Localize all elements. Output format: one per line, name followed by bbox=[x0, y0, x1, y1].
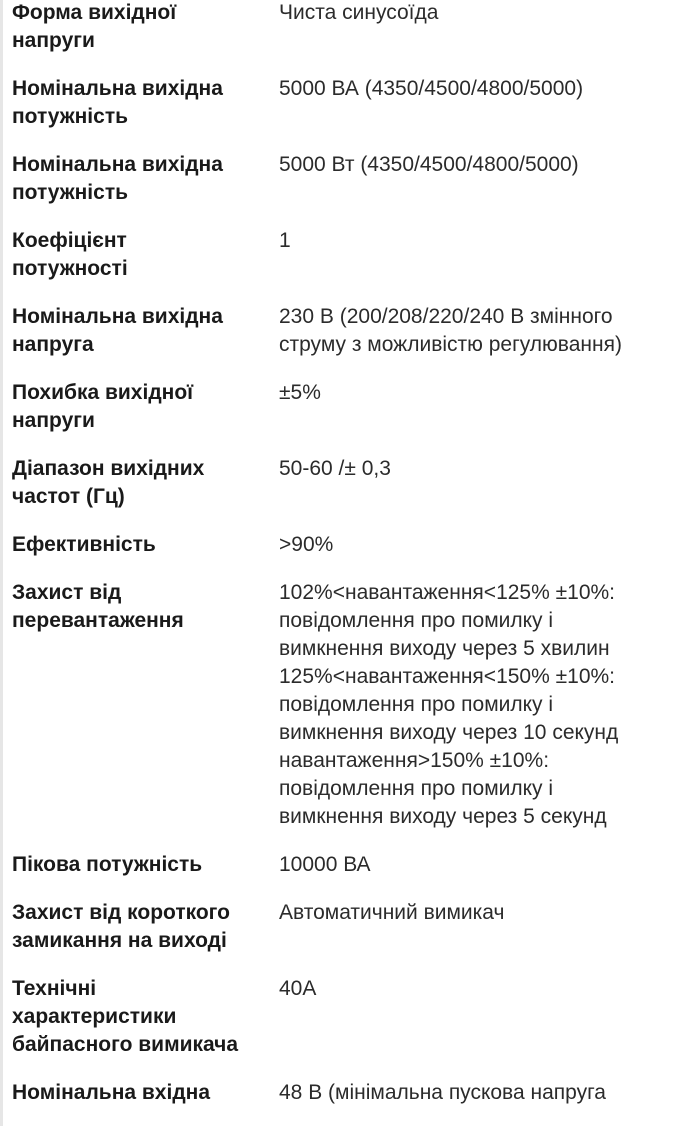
spec-value bbox=[279, 899, 684, 927]
spec-value-line: 5000 ВА (4350/4500/4800/5000) bbox=[279, 77, 584, 100]
spec-label-line: потужність bbox=[12, 105, 129, 128]
spec-label bbox=[12, 1079, 279, 1107]
spec-value bbox=[279, 151, 684, 179]
spec-value-line: вимкнення виходу через 10 секунд bbox=[279, 721, 619, 744]
spec-value-line: повідомлення про помилку і bbox=[279, 609, 554, 632]
spec-row bbox=[12, 0, 684, 75]
spec-label-line: потужність bbox=[12, 181, 129, 204]
spec-value-line: 50-60 /± 0,3 bbox=[279, 457, 391, 480]
spec-row bbox=[12, 303, 684, 379]
spec-value-line: >90% bbox=[279, 533, 334, 556]
spec-label-line: байпасного вимикача bbox=[12, 1033, 239, 1056]
spec-label bbox=[12, 0, 279, 55]
spec-label-line: Номінальна вихідна bbox=[12, 77, 223, 100]
spec-row bbox=[12, 75, 684, 151]
spec-value bbox=[279, 579, 684, 831]
spec-value-line: повідомлення про помилку і bbox=[279, 777, 554, 800]
spec-label-line: напруги bbox=[12, 29, 95, 52]
spec-value bbox=[279, 975, 684, 1003]
spec-label bbox=[12, 531, 279, 559]
spec-label bbox=[12, 75, 279, 131]
spec-row bbox=[12, 1079, 684, 1126]
spec-label-line: напруга bbox=[12, 333, 94, 356]
spec-label-line: напруги bbox=[12, 409, 95, 432]
spec-value-line: 102%<навантаження<125% ±10%: bbox=[279, 581, 615, 604]
spec-value bbox=[279, 455, 684, 483]
spec-label-line: Номінальна вихідна bbox=[12, 153, 223, 176]
spec-label-line: Номінальна вхідна bbox=[12, 1081, 211, 1104]
spec-label bbox=[12, 975, 279, 1059]
spec-value-line: 125%<навантаження<150% ±10%: bbox=[279, 665, 615, 688]
spec-label-line: перевантаження bbox=[12, 609, 184, 632]
left-border-rule bbox=[0, 0, 3, 1126]
spec-label-line: Форма вихідної bbox=[12, 1, 177, 24]
spec-row bbox=[12, 379, 684, 455]
spec-row bbox=[12, 579, 684, 851]
spec-label-line: Пікова потужність bbox=[12, 853, 203, 876]
spec-row bbox=[12, 975, 684, 1079]
spec-label bbox=[12, 151, 279, 207]
spec-label-line: Номінальна вихідна bbox=[12, 305, 223, 328]
spec-label bbox=[12, 227, 279, 283]
spec-label-line: частот (Гц) bbox=[12, 485, 125, 508]
spec-label-line: Технічні bbox=[12, 977, 97, 1000]
spec-row bbox=[12, 455, 684, 531]
spec-value-line: вимкнення виходу через 5 хвилин bbox=[279, 637, 610, 660]
spec-value-line: 48 В (мінімальна пускова напруга bbox=[279, 1081, 606, 1104]
spec-value-line: ±5% bbox=[279, 381, 321, 404]
spec-value-line: 5000 Вт (4350/4500/4800/5000) bbox=[279, 153, 579, 176]
spec-value-line: струму з можливістю регулювання) bbox=[279, 333, 622, 356]
spec-label-line: замикання на виході bbox=[12, 929, 227, 952]
spec-label bbox=[12, 379, 279, 435]
spec-value bbox=[279, 0, 684, 27]
spec-label-line: характеристики bbox=[12, 1005, 177, 1028]
spec-value-line: вимкнення виходу через 5 секунд bbox=[279, 805, 607, 828]
spec-row bbox=[12, 227, 684, 303]
spec-label-line: Діапазон вихідних bbox=[12, 457, 205, 480]
spec-value bbox=[279, 227, 684, 255]
spec-value-line: 10000 ВА bbox=[279, 853, 371, 876]
spec-label bbox=[12, 899, 279, 955]
spec-label bbox=[12, 455, 279, 511]
spec-value-line: навантаження>150% ±10%: bbox=[279, 749, 550, 772]
spec-value bbox=[279, 75, 684, 103]
spec-row bbox=[12, 151, 684, 227]
spec-row bbox=[12, 531, 684, 579]
spec-table bbox=[12, 0, 684, 1126]
spec-value-line: повідомлення про помилку і bbox=[279, 693, 554, 716]
spec-label-line: Похибка вихідної bbox=[12, 381, 194, 404]
spec-row bbox=[12, 851, 684, 899]
spec-label bbox=[12, 851, 279, 879]
spec-value-line: 230 В (200/208/220/240 В змінного bbox=[279, 305, 613, 328]
spec-label-line: Захист від короткого bbox=[12, 901, 230, 924]
spec-value-line: Автоматичний вимикач bbox=[279, 901, 505, 924]
spec-value bbox=[279, 1079, 684, 1107]
spec-label-line: Ефективність bbox=[12, 533, 156, 556]
spec-label-line: Захист від bbox=[12, 581, 122, 604]
spec-value-line: 1 bbox=[279, 229, 291, 252]
spec-value-line: Чиста синусоїда bbox=[279, 1, 439, 24]
spec-label-line: Коефіцієнт bbox=[12, 229, 127, 252]
spec-value-line: 40А bbox=[279, 977, 317, 1000]
spec-value bbox=[279, 851, 684, 879]
spec-label-line: потужності bbox=[12, 257, 128, 280]
spec-label bbox=[12, 579, 279, 635]
spec-value bbox=[279, 303, 684, 359]
spec-value bbox=[279, 531, 684, 559]
spec-value bbox=[279, 379, 684, 407]
spec-row bbox=[12, 899, 684, 975]
spec-label bbox=[12, 303, 279, 359]
